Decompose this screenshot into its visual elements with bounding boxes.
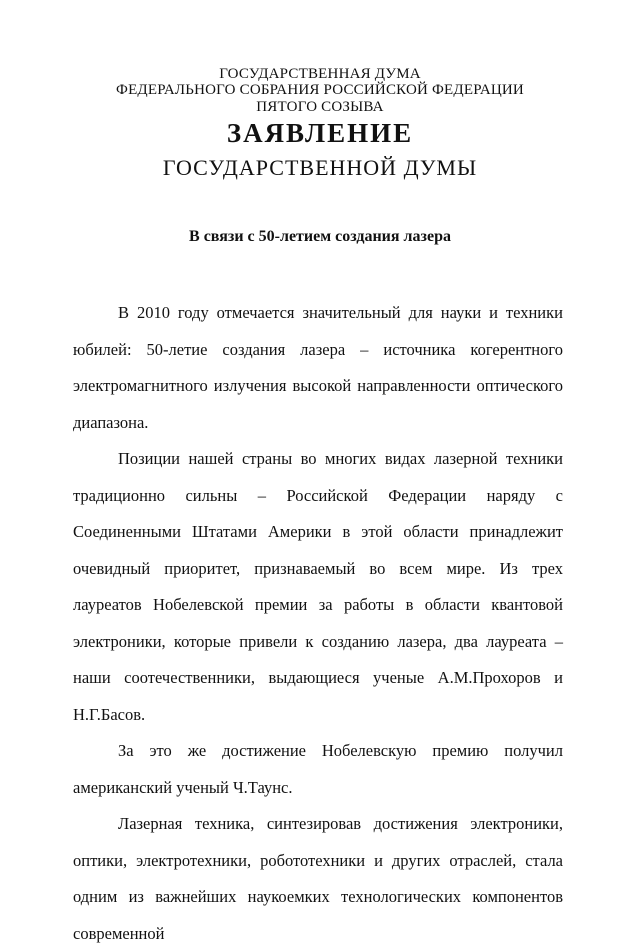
document-title: ЗАЯВЛЕНИЕ [226,118,414,148]
header-line-convocation: ПЯТОГО СОЗЫВА [256,99,384,115]
header-line-duma: ГОСУДАРСТВЕННАЯ ДУМА [219,66,421,82]
body-paragraph: За это же достижение Нобелевскую премию получил американский ученый Ч.Таунс. [73,741,563,797]
body-paragraph: В 2010 году отмечается значительный для науки и техники юбилей: 50-летие создания лазера – источника когерентного электромагнитного излучения высокой направленности оптического диапазона. [73,303,563,432]
body-paragraph: Позиции нашей страны во многих видах лазерной техники традиционно сильны – Российской Федерации наряду с Соединенными Штатами Америки в этой области принадлежит очевидный приоритет, признаваемый во всем мире. Из трех лауреатов Нобелевской премии за работы в области квантовой электроники, которые привели к созданию лазера, два лауреата – наши соотечественники, выдающиеся ученые А.М.Прохоров и Н.Г.Басов. [73,449,563,724]
header-line-federal-assembly: ФЕДЕРАЛЬНОГО СОБРАНИЯ РОССИЙСКОЙ ФЕДЕРАЦИИ [116,82,524,98]
document-subtitle: ГОСУДАРСТВЕННОЙ ДУМЫ [162,155,478,180]
document-body [73,295,563,952]
body-paragraph: Лазерная техника, синтезировав достижения электроники, оптики, электротехники, робототехники и других отраслей, стала одним из важнейших наукоемких технологических компонентов современной [73,814,563,943]
document-subject: В связи с 50-летием создания лазера [189,228,451,245]
